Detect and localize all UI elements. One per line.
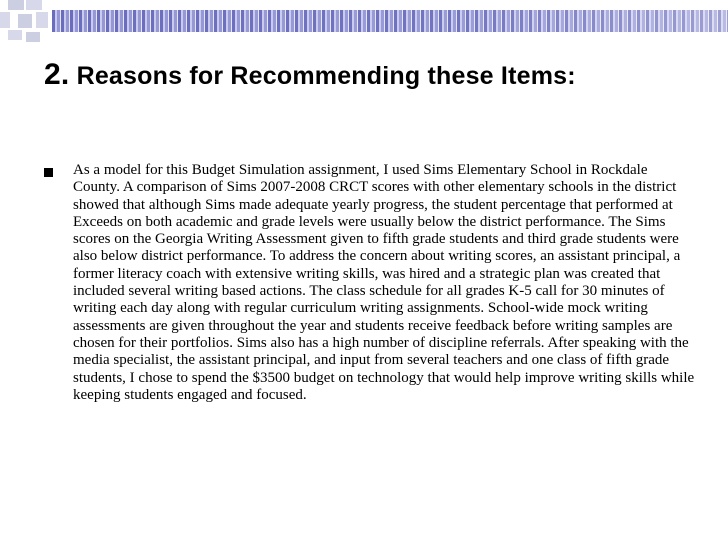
decorative-square (8, 0, 24, 10)
striped-banner-bar (52, 10, 728, 32)
header-banner (0, 0, 728, 42)
decorative-square (36, 12, 48, 28)
bullet-text: As a model for this Budget Simulation assignment, I used Sims Elementary School in Rockdale County. A comparison of Sims 2007-2008 CRCT scores with other elementary schools in the district showed that although Sims made adequate yearly progress, the student percentage that performed at Exceeds on both academic and grade levels were usually below the district performance. The Sims scores on the Georgia Writing Assessment given to fifth grade students and third grade students were also below district performance. To address the concern about writing scores, an assistant principal, a former literacy coach with extensive writing skills, was hired and a strategic plan was created that included several writing based actions. The class schedule for all grades K-5 call for 30 minutes of writing each day along with regular curriculum writing assignments. School-wide mock writing assessments are given throughout the year and students receive feedback before writing samples are chosen for their portfolios. Sims also has a high number of discipline referrals. After speaking with the media specialist, the assistant principal, and input from several teachers and one class of fifth grade students, I chose to spend the $3500 budget on technology that would help improve writing skills while keeping students engaged and focused. (73, 162, 695, 403)
decorative-square (26, 0, 42, 10)
decorative-square (18, 14, 32, 28)
decorative-square (0, 12, 10, 28)
square-bullet-icon (44, 168, 53, 177)
slide-title-text: Reasons for Recommending these Items: (76, 62, 576, 90)
decorative-square (8, 30, 22, 40)
slide-title-number: 2. (44, 58, 70, 91)
decorative-square (26, 32, 40, 42)
slide-title (44, 49, 684, 102)
